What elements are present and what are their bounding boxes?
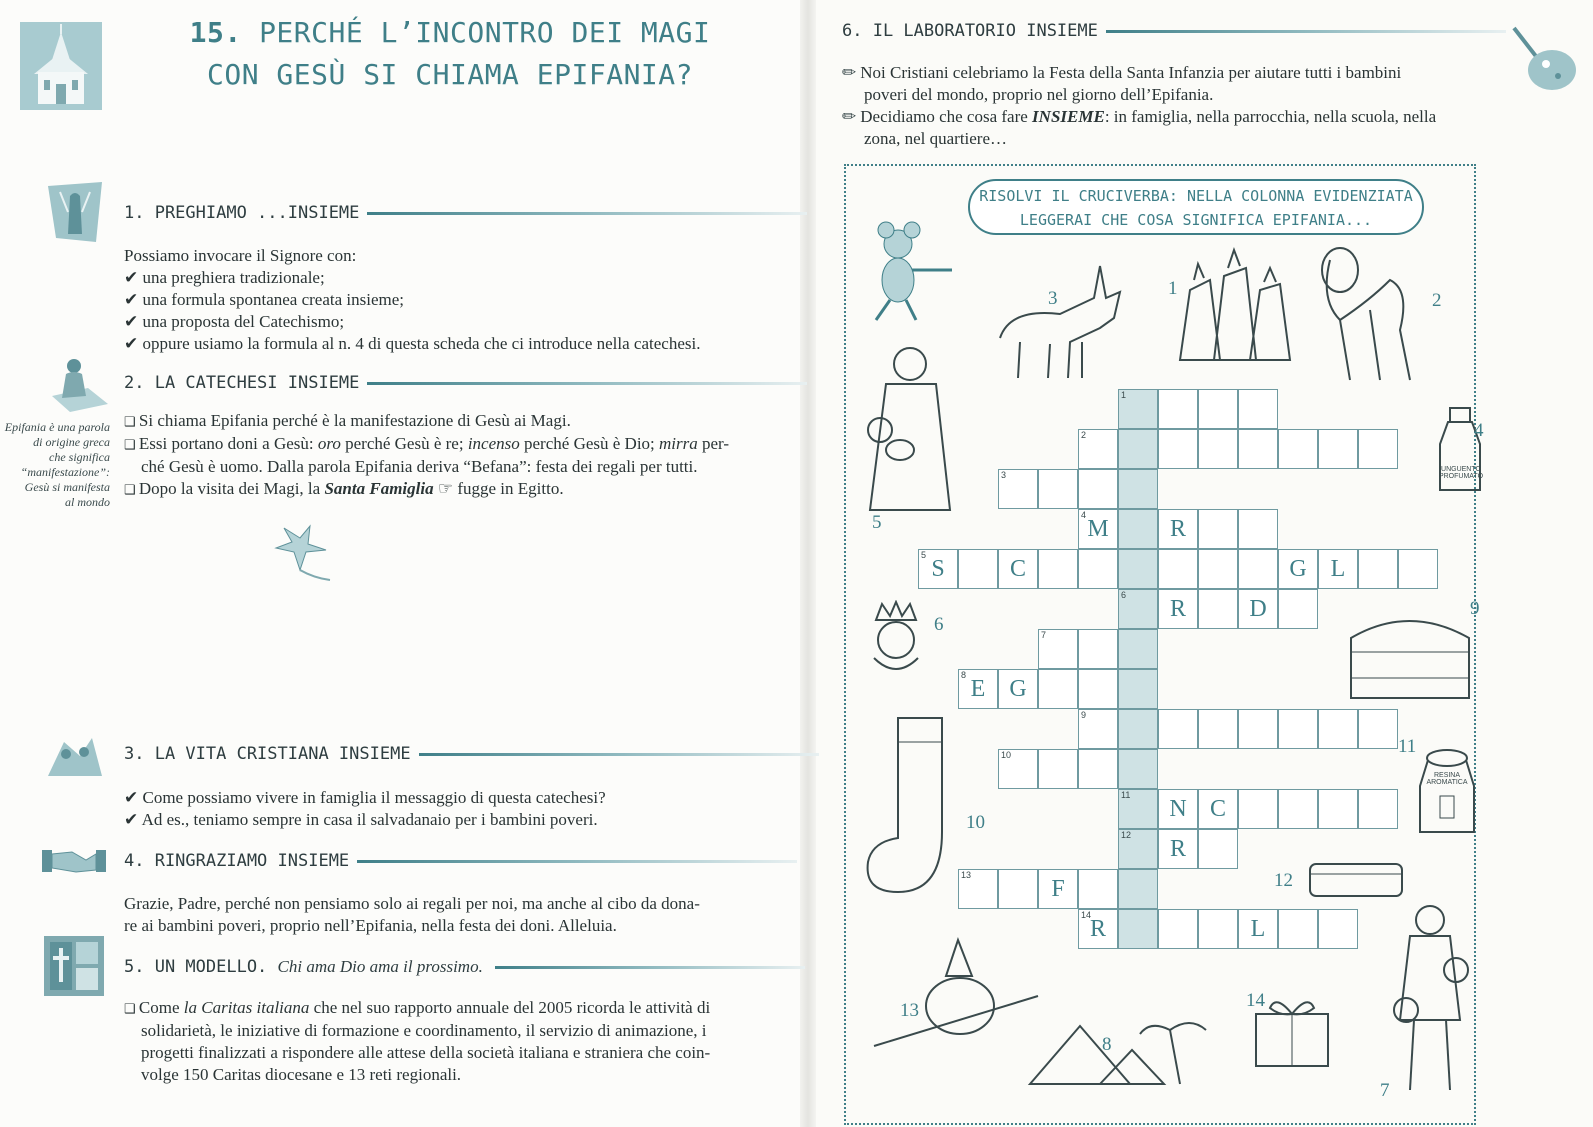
clue-number: 1 [1168, 278, 1178, 299]
crossword-cell[interactable] [1318, 789, 1358, 829]
section-2-heading: 2. LA CATECHESI INSIEME [124, 373, 807, 393]
crossword-cell[interactable] [1318, 549, 1358, 589]
crossword-cell[interactable] [998, 549, 1038, 589]
crossword-clue-number: 3 [1001, 470, 1007, 480]
crossword-cell[interactable] [1078, 549, 1118, 589]
crossword-letter: R [1169, 595, 1186, 622]
crossword-cell[interactable] [1158, 589, 1198, 629]
crossword-cell[interactable] [1198, 789, 1238, 829]
section-5-line: progetti finalizzati a rispondere alle attese della società italiana e straniera che coin- [141, 1043, 711, 1062]
crossword-letter: G [1009, 675, 1027, 702]
section-2-item: ❑ Dopo la visita dei Magi, la Santa Famiglia ☞ fugge in Egitto. [124, 478, 784, 501]
crossword-cell[interactable] [1198, 909, 1238, 949]
section-1-item: ✔ oppure usiamo la formula al n. 4 di questa scheda che ci introduce nella catechesi. [124, 333, 784, 355]
crossword-letter: M [1087, 515, 1109, 542]
section-5-heading: 5. UN MODELLO. Chi ama Dio ama il prossimo. [124, 957, 805, 977]
section-4-line: re ai bambini poveri, proprio nell’Epifania, nella festa dei doni. Alleluia. [124, 916, 617, 935]
crossword-letter: R [1169, 515, 1186, 542]
lab-paragraph-1: ✏ Noi Cristiani celebriamo la Festa della Santa Infanzia per aiutare tutti i bambini [842, 63, 1402, 82]
crossword-cell[interactable] [1158, 509, 1198, 549]
crossword-letter: C [1009, 555, 1026, 582]
clue-number: 6 [934, 614, 944, 635]
crossword-letter: C [1209, 795, 1226, 822]
crossword-cell[interactable] [998, 669, 1038, 709]
crossword-cell[interactable] [1278, 909, 1318, 949]
section-1-item: ✔ una proposta del Catechismo; [124, 311, 784, 333]
praying-hands-icon [46, 182, 104, 244]
instruction-bubble: RISOLVI IL CRUCIVERBA: NELLA COLONNA EVIDENZIATA LEGGERAI CHE COSA SIGNIFICA EPIFANIA... [968, 179, 1424, 235]
crossword-cell[interactable] [1278, 589, 1318, 629]
lab-paragraph-2-cont: zona, nel quartiere… [864, 129, 1008, 148]
crossword-cell[interactable] [1238, 709, 1278, 749]
crossword-cell[interactable] [1038, 749, 1078, 789]
crossword-letter: S [931, 555, 945, 582]
crossword-cell[interactable] [1038, 469, 1078, 509]
crossword-cell[interactable] [1158, 829, 1198, 869]
coin-chest-illustration [1306, 854, 1406, 900]
crossword-cell[interactable] [1198, 709, 1238, 749]
crossword-cell[interactable] [1238, 389, 1278, 429]
crossword-letter: G [1289, 555, 1307, 582]
crossword-cell[interactable] [1158, 709, 1198, 749]
crossword-cell[interactable] [1238, 549, 1278, 589]
crossword-cell[interactable] [1198, 389, 1238, 429]
crossword-cell[interactable] [1278, 429, 1318, 469]
clue-number: 5 [872, 512, 882, 533]
crossword-cell[interactable] [1198, 549, 1238, 589]
section-4-heading: 4. RINGRAZIAMO INSIEME [124, 851, 797, 871]
section-1-body [124, 245, 784, 355]
crossword-cell-highlighted[interactable] [1118, 509, 1158, 549]
section-1-item: ✔ una formula spontanea creata insieme; [124, 289, 784, 311]
crossword-cell[interactable] [998, 869, 1038, 909]
crossword-cell[interactable] [1198, 429, 1238, 469]
crossword-clue-number: 13 [961, 870, 972, 880]
stocking-illustration [858, 712, 968, 902]
crossword-cell-highlighted[interactable] [1118, 549, 1158, 589]
section-5-line: volge 150 Caritas diocesane e 13 reti regionali. [141, 1065, 462, 1084]
crossword-cell[interactable] [1238, 789, 1278, 829]
crossword-cell-highlighted[interactable] [1118, 709, 1158, 749]
crossword-clue-number: 14 [1081, 910, 1092, 920]
section-5-line: ❑ Come la Caritas italiana che nel suo rapporto annuale del 2005 ricorda le attività di [124, 997, 794, 1020]
crossword-cell[interactable] [1358, 429, 1398, 469]
crossword-clue-number: 6 [1121, 590, 1127, 600]
donkey-illustration [990, 258, 1140, 388]
crossword-cell[interactable] [1078, 869, 1118, 909]
crossword-cell[interactable] [1158, 389, 1198, 429]
crossword-letter: E [970, 675, 986, 702]
handshake-icon [42, 844, 106, 878]
crossword-cell[interactable] [1078, 469, 1118, 509]
clue-number: 9 [1470, 598, 1480, 619]
clue-number: 11 [1398, 736, 1417, 757]
crossword-cell[interactable] [1398, 549, 1438, 589]
crossword-cell[interactable] [1318, 709, 1358, 749]
crossword-cell[interactable] [958, 549, 998, 589]
cross-icon [44, 936, 104, 996]
page-title-line2: CON GESÙ SI CHIAMA EPIFANIA? [206, 58, 693, 91]
mouse-illustration [860, 220, 970, 330]
teacher-icon [48, 352, 112, 416]
crossword-cell[interactable] [1318, 429, 1358, 469]
crossword-cell[interactable] [1278, 549, 1318, 589]
clue-number: 10 [966, 812, 985, 833]
camel-illustration [1310, 240, 1430, 390]
page-title-line1 [150, 16, 750, 49]
crossword-cell-highlighted[interactable] [1118, 909, 1158, 949]
crossword-letter: R [1089, 915, 1106, 942]
crossword-cell-highlighted[interactable] [1118, 869, 1158, 909]
crossword-cell[interactable] [1078, 669, 1118, 709]
crossword-clue-number: 4 [1081, 510, 1087, 520]
lab-paragraph-1-cont: poveri del mondo, proprio nel giorno dell’Epifania. [864, 85, 1214, 104]
crossword-clue-number: 12 [1121, 830, 1132, 840]
clue-number: 3 [1048, 288, 1058, 309]
market-stall-illustration [1345, 608, 1475, 704]
poem [330, 518, 570, 532]
section-6-heading: 6. IL LABORATORIO INSIEME [842, 21, 1506, 41]
section-4-line: Grazie, Padre, perché non pensiamo solo ai regali per noi, ma anche al cibo da dona- [124, 894, 700, 913]
bottle-label: UNGUENTO PROFUMATO [1438, 466, 1484, 480]
title-text-1: PERCHÉ L’INCONTRO DEI MAGI [259, 16, 711, 49]
crossword-clue-number: 11 [1121, 790, 1131, 800]
title-number: 15. [189, 16, 242, 49]
crossword-cell[interactable] [1038, 549, 1078, 589]
lab-text [842, 62, 1502, 150]
crossword-cell[interactable] [1078, 629, 1118, 669]
crossword-clue-number: 9 [1081, 710, 1087, 720]
clue-number: 13 [900, 1000, 919, 1021]
section-2-item-cont: ché Gesù è uomo. Dalla parola Epifania deriva “Befana”: festa dei regali per tutti. [141, 457, 698, 476]
three-kings-illustration [1170, 240, 1300, 370]
clue-number: 7 [1380, 1080, 1390, 1101]
crossword-cell[interactable] [1238, 589, 1278, 629]
crossword-letter: D [1249, 595, 1267, 622]
crossword-clue-number: 5 [921, 550, 927, 560]
clue-number: 14 [1246, 990, 1265, 1011]
crossword-clue-number: 10 [1001, 750, 1012, 760]
crossword-cell[interactable] [1158, 789, 1198, 829]
crossword-cell[interactable] [1238, 509, 1278, 549]
jar-label: RESINA AROMATICA [1426, 772, 1468, 786]
crossword-clue-number: 8 [961, 670, 967, 680]
crossword-clue-number: 7 [1041, 630, 1047, 640]
crossword-letter: L [1330, 555, 1346, 582]
section-1-intro: Possiamo invocare il Signore con: [124, 246, 357, 265]
crossword-cell[interactable] [1158, 429, 1198, 469]
crossword-cell[interactable] [1078, 749, 1118, 789]
section-3-item: ✔ Come possiamo vivere in famiglia il messaggio di questa catechesi? [124, 787, 784, 809]
crossword-cell[interactable] [1238, 429, 1278, 469]
section-4-body [124, 893, 794, 937]
crossword-cell[interactable] [1238, 909, 1278, 949]
section-2-item: ❑ Si chiama Epifania perché è la manifestazione di Gesù ai Magi. [124, 410, 784, 433]
crossword-cell[interactable] [1198, 829, 1238, 869]
crossword-cell-highlighted[interactable] [1118, 469, 1158, 509]
crossword-cell-highlighted[interactable] [1118, 749, 1158, 789]
family-icon [44, 732, 106, 782]
section-1-heading: 1. PREGHIAMO ...INSIEME [124, 203, 807, 223]
crossword-cell[interactable] [1358, 549, 1398, 589]
crossword-letter: R [1169, 835, 1186, 862]
section-5-body [124, 997, 794, 1086]
crossword-cell[interactable] [1278, 709, 1318, 749]
section-3-body [124, 787, 784, 831]
children-illustration [1380, 900, 1480, 1100]
ointment-bottle-illustration [1430, 404, 1490, 496]
crossword-clue-number: 2 [1081, 430, 1087, 440]
holy-family-illustration [850, 340, 970, 530]
section-1-item: ✔ una preghiera tradizionale; [124, 267, 784, 289]
king-illustration [864, 600, 928, 690]
section-3-heading: 3. LA VITA CRISTIANA INSIEME [124, 744, 819, 764]
pyramids-palms-illustration [1020, 1010, 1220, 1090]
resin-jar-illustration [1412, 746, 1482, 846]
section-5-line: solidarietà, le iniziative di formazione e coordinamento, il servizio di animazione, i [141, 1021, 707, 1040]
crossword-cell[interactable] [1198, 509, 1238, 549]
crossword-cell-highlighted[interactable] [1118, 429, 1158, 469]
crossword-cell[interactable] [1158, 909, 1198, 949]
clue-number: 12 [1274, 870, 1293, 891]
crossword-clue-number: 1 [1121, 390, 1127, 400]
crossword-letter: N [1169, 795, 1187, 822]
clue-number: 8 [1102, 1034, 1112, 1055]
lab-paragraph-2: ✏ Decidiamo che cosa fare INSIEME: in famiglia, nella parrocchia, nella scuola, nella [842, 107, 1437, 126]
section-2-body [124, 410, 784, 501]
paint-palette-icon [1508, 24, 1584, 96]
crossword-cell-highlighted[interactable] [1118, 629, 1158, 669]
crossword-cell[interactable] [1358, 709, 1398, 749]
clue-number: 2 [1432, 290, 1442, 311]
section-3-item: ✔ Ad es., teniamo sempre in casa il salvadanaio per i bambini poveri. [124, 809, 784, 831]
crossword-letter: F [1051, 875, 1065, 902]
crossword-cell[interactable] [1318, 909, 1358, 949]
crossword-cell[interactable] [1038, 869, 1078, 909]
crossword-cell[interactable] [1158, 549, 1198, 589]
church-icon [20, 22, 102, 110]
crossword-cell[interactable] [1358, 789, 1398, 829]
margin-note: Epifania è una parola di origine greca che significa “manifestazione”: Gesù si manifesta al mondo [4, 420, 110, 509]
crossword-cell[interactable] [1278, 789, 1318, 829]
crossword-cell[interactable] [1038, 669, 1078, 709]
crossword-cell-highlighted[interactable] [1118, 669, 1158, 709]
section-2-item: ❑ Essi portano doni a Gesù: oro perché Gesù è re; incenso perché Gesù è Dio; mirra per- [124, 433, 784, 456]
crossword-letter: L [1250, 915, 1266, 942]
crossword-cell[interactable] [1198, 589, 1238, 629]
clue-number: 4 [1474, 420, 1484, 441]
